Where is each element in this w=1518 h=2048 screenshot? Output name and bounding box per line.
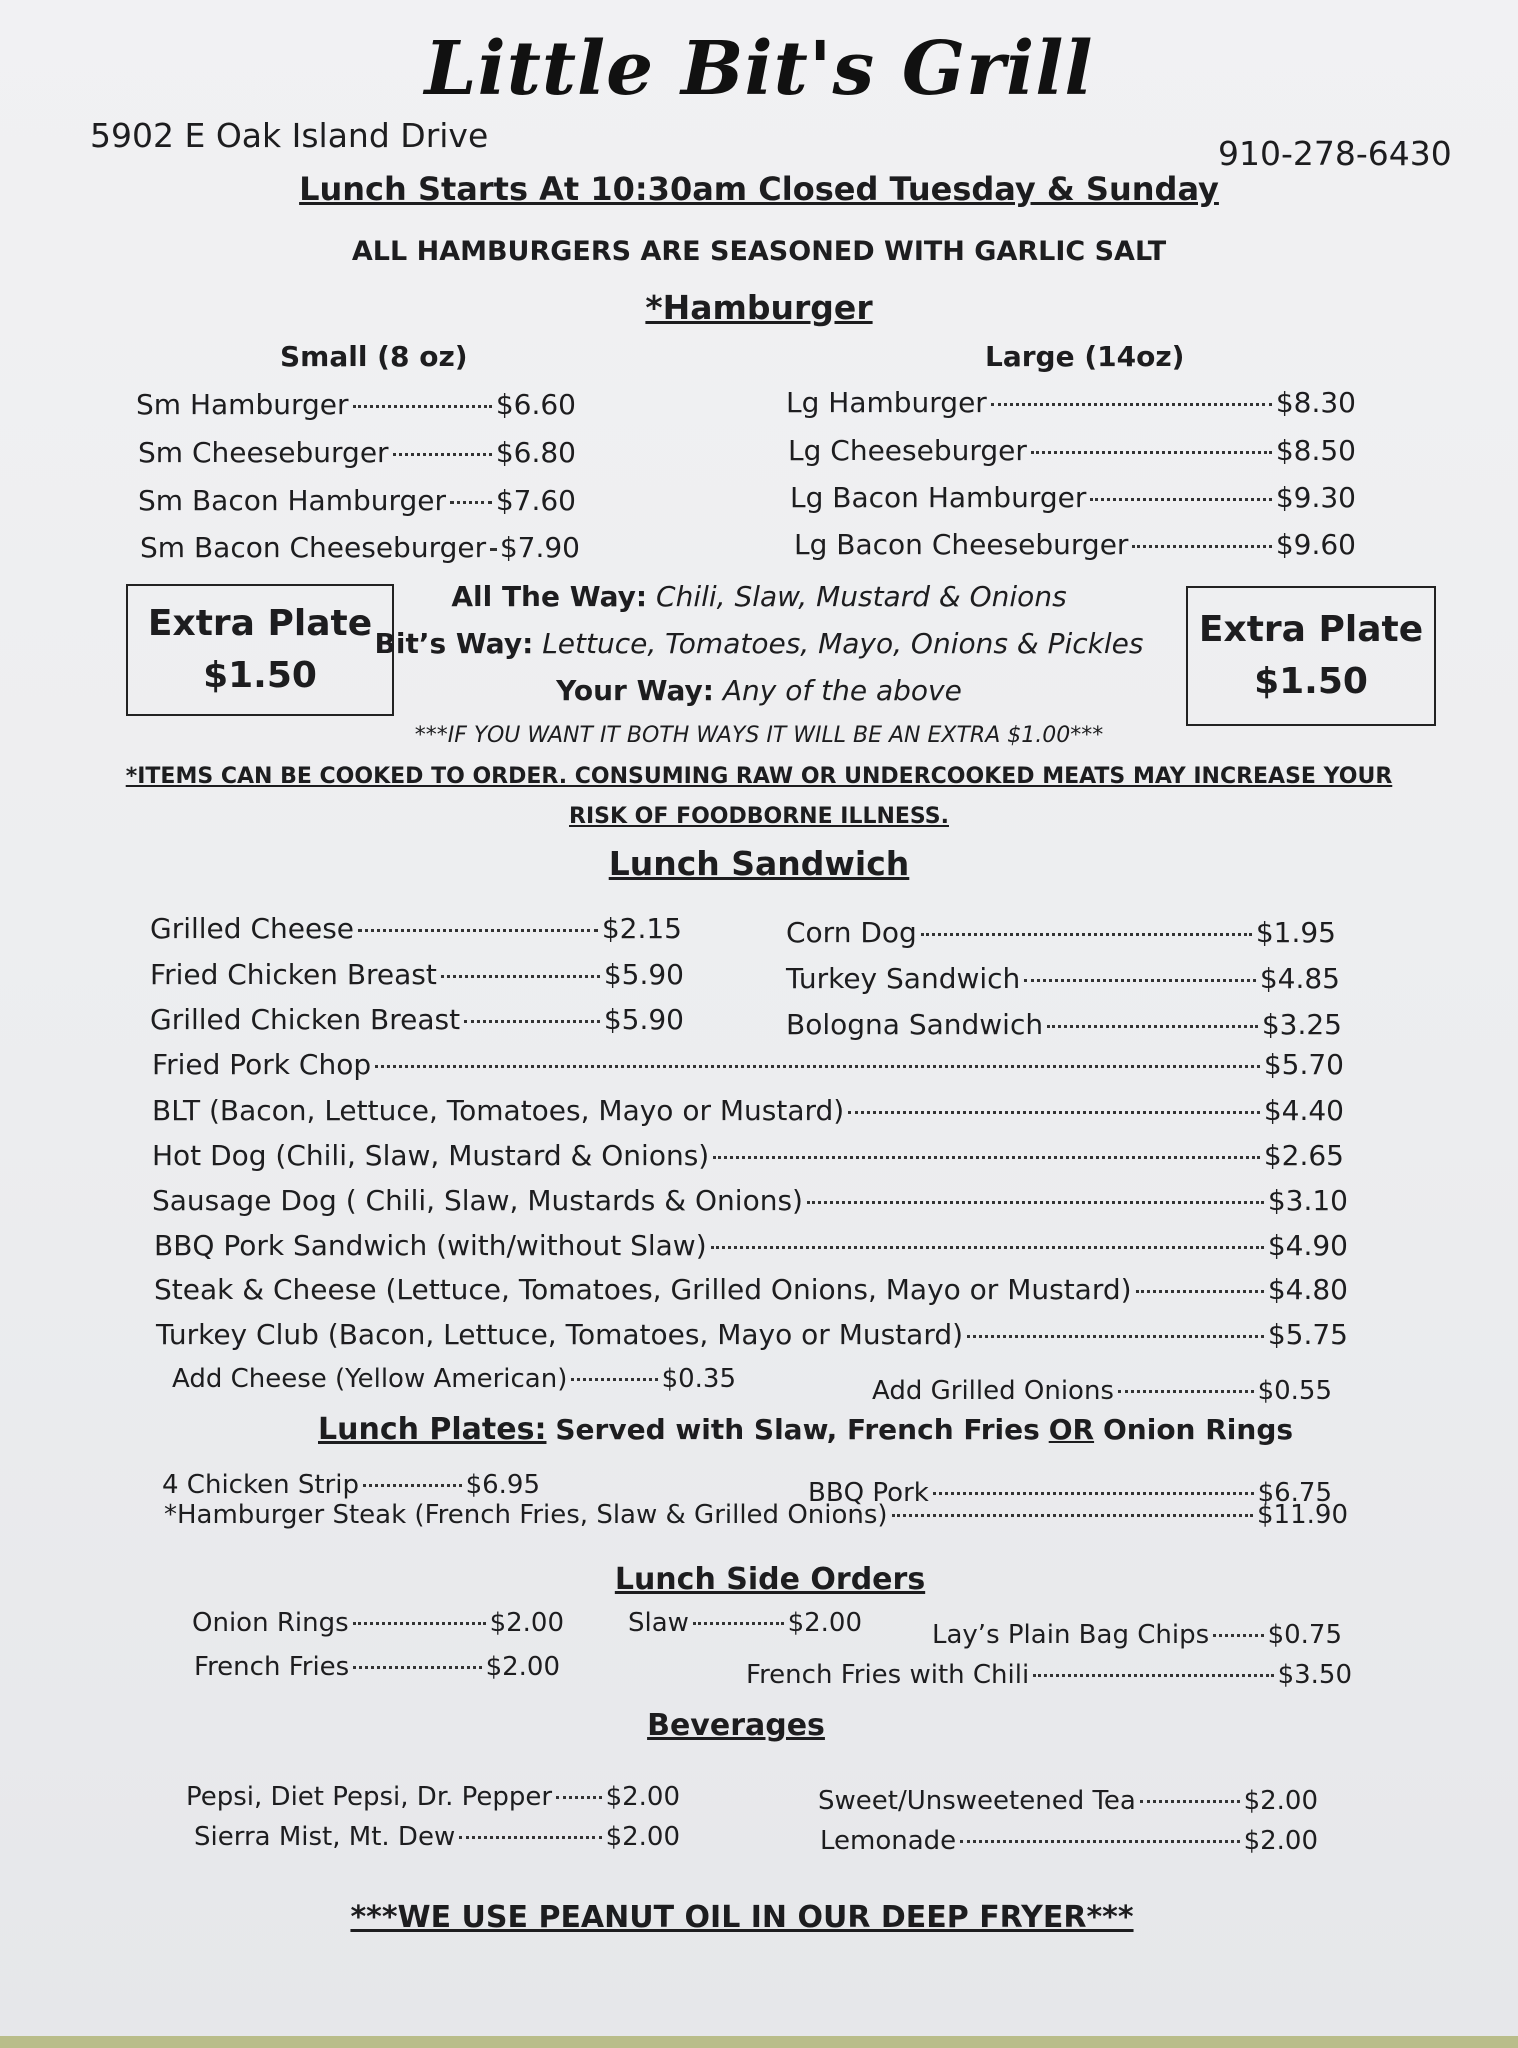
leader-dots bbox=[1118, 1390, 1254, 1393]
item-price: $4.85 bbox=[1259, 962, 1340, 995]
item-name: Pepsi, Diet Pepsi, Dr. Pepper bbox=[186, 1782, 553, 1812]
item-name: Turkey Sandwich bbox=[786, 962, 1021, 995]
menu-item bbox=[136, 388, 576, 421]
way-label: Bit’s Way: bbox=[374, 627, 534, 660]
hours-text: Lunch Starts At 10:30am Closed Tuesday & Sunday bbox=[299, 170, 1219, 208]
leader-dots bbox=[1136, 1290, 1264, 1293]
sides-heading: Lunch Side Orders bbox=[614, 1562, 926, 1597]
menu-item bbox=[150, 1003, 684, 1036]
leader-dots bbox=[571, 1378, 657, 1381]
item-name: Sm Bacon Hamburger bbox=[138, 484, 447, 517]
menu-item bbox=[786, 1008, 1342, 1041]
leader-dots bbox=[393, 453, 492, 456]
seasoning-note: ALL HAMBURGERS ARE SEASONED WITH GARLIC SALT bbox=[351, 236, 1167, 267]
item-price: $8.30 bbox=[1275, 386, 1356, 419]
item-price: $2.00 bbox=[787, 1608, 862, 1638]
item-name: Add Grilled Onions bbox=[872, 1376, 1114, 1406]
menu-item bbox=[150, 912, 682, 945]
plates-heading-line bbox=[318, 1412, 1293, 1447]
item-name: Grilled Chicken Breast bbox=[150, 1003, 461, 1036]
item-price: $3.25 bbox=[1261, 1008, 1342, 1041]
item-name: Bologna Sandwich bbox=[786, 1008, 1044, 1041]
menu-item bbox=[818, 1786, 1318, 1816]
item-price: $5.90 bbox=[603, 1003, 684, 1036]
item-price: $5.75 bbox=[1267, 1318, 1348, 1351]
way-label: Your Way: bbox=[556, 674, 714, 707]
menu-item bbox=[162, 1470, 540, 1500]
leader-dots bbox=[450, 501, 492, 504]
menu-item bbox=[138, 484, 576, 517]
item-name: Sierra Mist, Mt. Dew bbox=[194, 1822, 456, 1852]
leader-dots bbox=[353, 405, 492, 408]
address: 5902 E Oak Island Drive bbox=[90, 116, 489, 155]
peanut-oil-note: ***WE USE PEANUT OIL IN OUR DEEP FRYER*** bbox=[350, 1900, 1134, 1935]
item-price: $8.50 bbox=[1275, 434, 1356, 467]
leader-dots bbox=[1213, 1634, 1263, 1637]
item-price: $2.00 bbox=[485, 1652, 560, 1682]
way-your bbox=[0, 674, 1518, 707]
item-price: $5.90 bbox=[603, 958, 684, 991]
item-price: $4.80 bbox=[1267, 1273, 1348, 1306]
beverages-heading: Beverages bbox=[647, 1708, 825, 1743]
item-price: $2.00 bbox=[605, 1822, 680, 1852]
leader-dots bbox=[807, 1201, 1264, 1204]
item-name: 4 Chicken Strip bbox=[162, 1470, 359, 1500]
warning-line-2: RISK OF FOODBORNE ILLNESS. bbox=[569, 804, 949, 829]
item-name: Steak & Cheese (Lettuce, Tomatoes, Grilled Onions, Mayo or Mustard) bbox=[154, 1273, 1132, 1306]
phone-number: 910-278-6430 bbox=[1218, 134, 1452, 173]
item-name: Slaw bbox=[628, 1608, 689, 1638]
item-name: Lg Bacon Cheeseburger bbox=[794, 528, 1129, 561]
menu-item bbox=[820, 1826, 1318, 1856]
menu-item bbox=[156, 1318, 1348, 1351]
menu-item bbox=[140, 531, 580, 564]
menu-item bbox=[194, 1822, 680, 1852]
item-name: French Fries bbox=[194, 1652, 350, 1682]
menu-item bbox=[194, 1652, 560, 1682]
way-desc: Any of the above bbox=[722, 674, 962, 707]
menu-item bbox=[152, 1094, 1344, 1127]
menu-item bbox=[138, 436, 576, 469]
menu-item bbox=[152, 1139, 1344, 1172]
item-name: Lemonade bbox=[820, 1826, 957, 1856]
small-heading: Small (8 oz) bbox=[280, 340, 468, 373]
leader-dots bbox=[693, 1622, 784, 1625]
item-name: Lg Bacon Hamburger bbox=[790, 481, 1087, 514]
menu-item bbox=[788, 434, 1356, 467]
item-price: $6.95 bbox=[465, 1470, 540, 1500]
item-name: *Hamburger Steak (French Fries, Slaw & Grilled Onions) bbox=[164, 1500, 888, 1530]
item-price: $9.60 bbox=[1275, 528, 1356, 561]
sandwich-heading: Lunch Sandwich bbox=[608, 844, 910, 883]
menu-item bbox=[152, 1048, 1344, 1081]
leader-dots bbox=[1140, 1800, 1240, 1803]
item-price: $2.15 bbox=[601, 912, 682, 945]
item-price: $6.80 bbox=[495, 436, 576, 469]
item-price: $5.70 bbox=[1263, 1048, 1344, 1081]
item-name: Corn Dog bbox=[786, 916, 917, 949]
item-name: Sausage Dog ( Chili, Slaw, Mustards & Onions) bbox=[152, 1184, 803, 1217]
table-surface bbox=[0, 2036, 1518, 2048]
leader-dots bbox=[711, 1246, 1264, 1249]
leader-dots bbox=[1047, 1025, 1258, 1028]
item-price: $6.60 bbox=[495, 388, 576, 421]
menu-item bbox=[786, 916, 1336, 949]
item-name: Grilled Cheese bbox=[150, 912, 355, 945]
plates-served-with: Served with Slaw, French Fries bbox=[555, 1413, 1040, 1446]
menu-item bbox=[152, 1184, 1348, 1217]
way-desc: Chili, Slaw, Mustard & Onions bbox=[656, 580, 1067, 613]
leader-dots bbox=[1132, 545, 1271, 548]
way-bits bbox=[0, 627, 1518, 660]
leader-dots bbox=[441, 975, 600, 978]
menu-item bbox=[746, 1660, 1352, 1690]
item-name: French Fries with Chili bbox=[746, 1660, 1030, 1690]
menu-item bbox=[786, 386, 1356, 419]
leader-dots bbox=[960, 1840, 1239, 1843]
extra-plate-price: $1.50 bbox=[203, 655, 317, 696]
leader-dots bbox=[464, 1020, 600, 1023]
leader-dots bbox=[363, 1484, 462, 1487]
leader-dots bbox=[353, 1666, 481, 1669]
item-name: Add Cheese (Yellow American) bbox=[172, 1364, 568, 1394]
item-name: Sweet/Unsweetened Tea bbox=[818, 1786, 1136, 1816]
item-price: $3.10 bbox=[1267, 1184, 1348, 1217]
menu-item bbox=[154, 1273, 1348, 1306]
item-price: $2.00 bbox=[605, 1782, 680, 1812]
item-price: $2.00 bbox=[1243, 1826, 1318, 1856]
item-name: Onion Rings bbox=[192, 1608, 349, 1638]
menu-item bbox=[786, 962, 1340, 995]
item-price: $9.30 bbox=[1275, 481, 1356, 514]
item-name: Lay’s Plain Bag Chips bbox=[932, 1620, 1210, 1650]
item-name: BBQ Pork Sandwich (with/without Slaw) bbox=[154, 1229, 707, 1262]
way-desc: Lettuce, Tomatoes, Mayo, Onions & Pickles bbox=[542, 627, 1144, 660]
item-price: $1.95 bbox=[1255, 916, 1336, 949]
plates-heading: Lunch Plates: bbox=[318, 1412, 547, 1447]
item-price: $7.60 bbox=[495, 484, 576, 517]
item-price: $6.75 bbox=[1257, 1478, 1332, 1508]
extra-plate-label: Extra Plate bbox=[147, 602, 373, 644]
leader-dots bbox=[1090, 498, 1271, 501]
way-all bbox=[0, 580, 1518, 613]
addon-item bbox=[172, 1364, 736, 1394]
hours-note bbox=[0, 170, 1518, 208]
menu-item bbox=[150, 958, 684, 991]
leader-dots bbox=[375, 1065, 1260, 1068]
leader-dots bbox=[1033, 1674, 1273, 1677]
item-price: $2.00 bbox=[1243, 1786, 1318, 1816]
extra-plate-price: $1.50 bbox=[1254, 661, 1368, 702]
leader-dots bbox=[892, 1514, 1253, 1517]
item-name: Fried Chicken Breast bbox=[150, 958, 437, 991]
item-name: Hot Dog (Chili, Slaw, Mustard & Onions) bbox=[152, 1139, 710, 1172]
item-price: $4.90 bbox=[1267, 1229, 1348, 1262]
item-price: $0.55 bbox=[1257, 1376, 1332, 1406]
item-name: Lg Hamburger bbox=[786, 386, 987, 419]
leader-dots bbox=[1024, 979, 1256, 982]
item-price: $3.50 bbox=[1277, 1660, 1352, 1690]
item-name: Lg Cheeseburger bbox=[788, 434, 1027, 467]
item-price: $7.90 bbox=[499, 531, 580, 564]
item-price: $2.00 bbox=[489, 1608, 564, 1638]
menu-item bbox=[164, 1500, 1348, 1530]
item-name: BBQ Pork bbox=[808, 1478, 929, 1508]
item-name: Turkey Club (Bacon, Lettuce, Tomatoes, Mayo or Mustard) bbox=[156, 1318, 964, 1351]
leader-dots bbox=[353, 1622, 486, 1625]
item-price: $11.90 bbox=[1257, 1500, 1348, 1530]
leader-dots bbox=[556, 1796, 601, 1799]
leader-dots bbox=[933, 1492, 1254, 1495]
menu-item bbox=[790, 481, 1356, 514]
large-heading: Large (14oz) bbox=[985, 340, 1185, 373]
leader-dots bbox=[848, 1111, 1260, 1114]
item-price: $0.35 bbox=[661, 1364, 736, 1394]
item-name: Sm Hamburger bbox=[136, 388, 349, 421]
plates-or: OR bbox=[1048, 1413, 1095, 1446]
plates-onion-rings: Onion Rings bbox=[1102, 1413, 1294, 1446]
menu-item bbox=[932, 1620, 1342, 1650]
warning-line-1: *ITEMS CAN BE COOKED TO ORDER. CONSUMING RAW OR UNDERCOOKED MEATS MAY INCREASE YOUR bbox=[125, 764, 1393, 789]
item-price: $4.40 bbox=[1263, 1094, 1344, 1127]
leader-dots bbox=[358, 929, 598, 932]
leader-dots bbox=[921, 933, 1252, 936]
menu-item bbox=[186, 1782, 680, 1812]
leader-dots bbox=[459, 1836, 601, 1839]
item-name: Sm Bacon Cheeseburger bbox=[140, 531, 487, 564]
leader-dots bbox=[1031, 451, 1272, 454]
way-label: All The Way: bbox=[451, 580, 648, 613]
menu-item bbox=[192, 1608, 564, 1638]
leader-dots bbox=[713, 1156, 1260, 1159]
item-price: $0.75 bbox=[1267, 1620, 1342, 1650]
item-price: $2.65 bbox=[1263, 1139, 1344, 1172]
leader-dots bbox=[967, 1335, 1264, 1338]
hamburger-heading: *Hamburger bbox=[645, 288, 873, 327]
item-name: Fried Pork Chop bbox=[152, 1048, 372, 1081]
item-name: BLT (Bacon, Lettuce, Tomatoes, Mayo or Mustard) bbox=[152, 1094, 845, 1127]
leader-dots bbox=[490, 548, 496, 551]
restaurant-name: Little Bit's Grill bbox=[424, 26, 1094, 112]
extra-plate-label: Extra Plate bbox=[1198, 608, 1424, 650]
addon-item bbox=[872, 1376, 1332, 1406]
item-name: Sm Cheeseburger bbox=[138, 436, 389, 469]
menu-item bbox=[794, 528, 1356, 561]
menu-item bbox=[628, 1608, 862, 1638]
leader-dots bbox=[991, 403, 1272, 406]
both-ways-note: ***IF YOU WANT IT BOTH WAYS IT WILL BE AN EXTRA $1.00*** bbox=[414, 723, 1104, 748]
menu-item bbox=[154, 1229, 1348, 1262]
